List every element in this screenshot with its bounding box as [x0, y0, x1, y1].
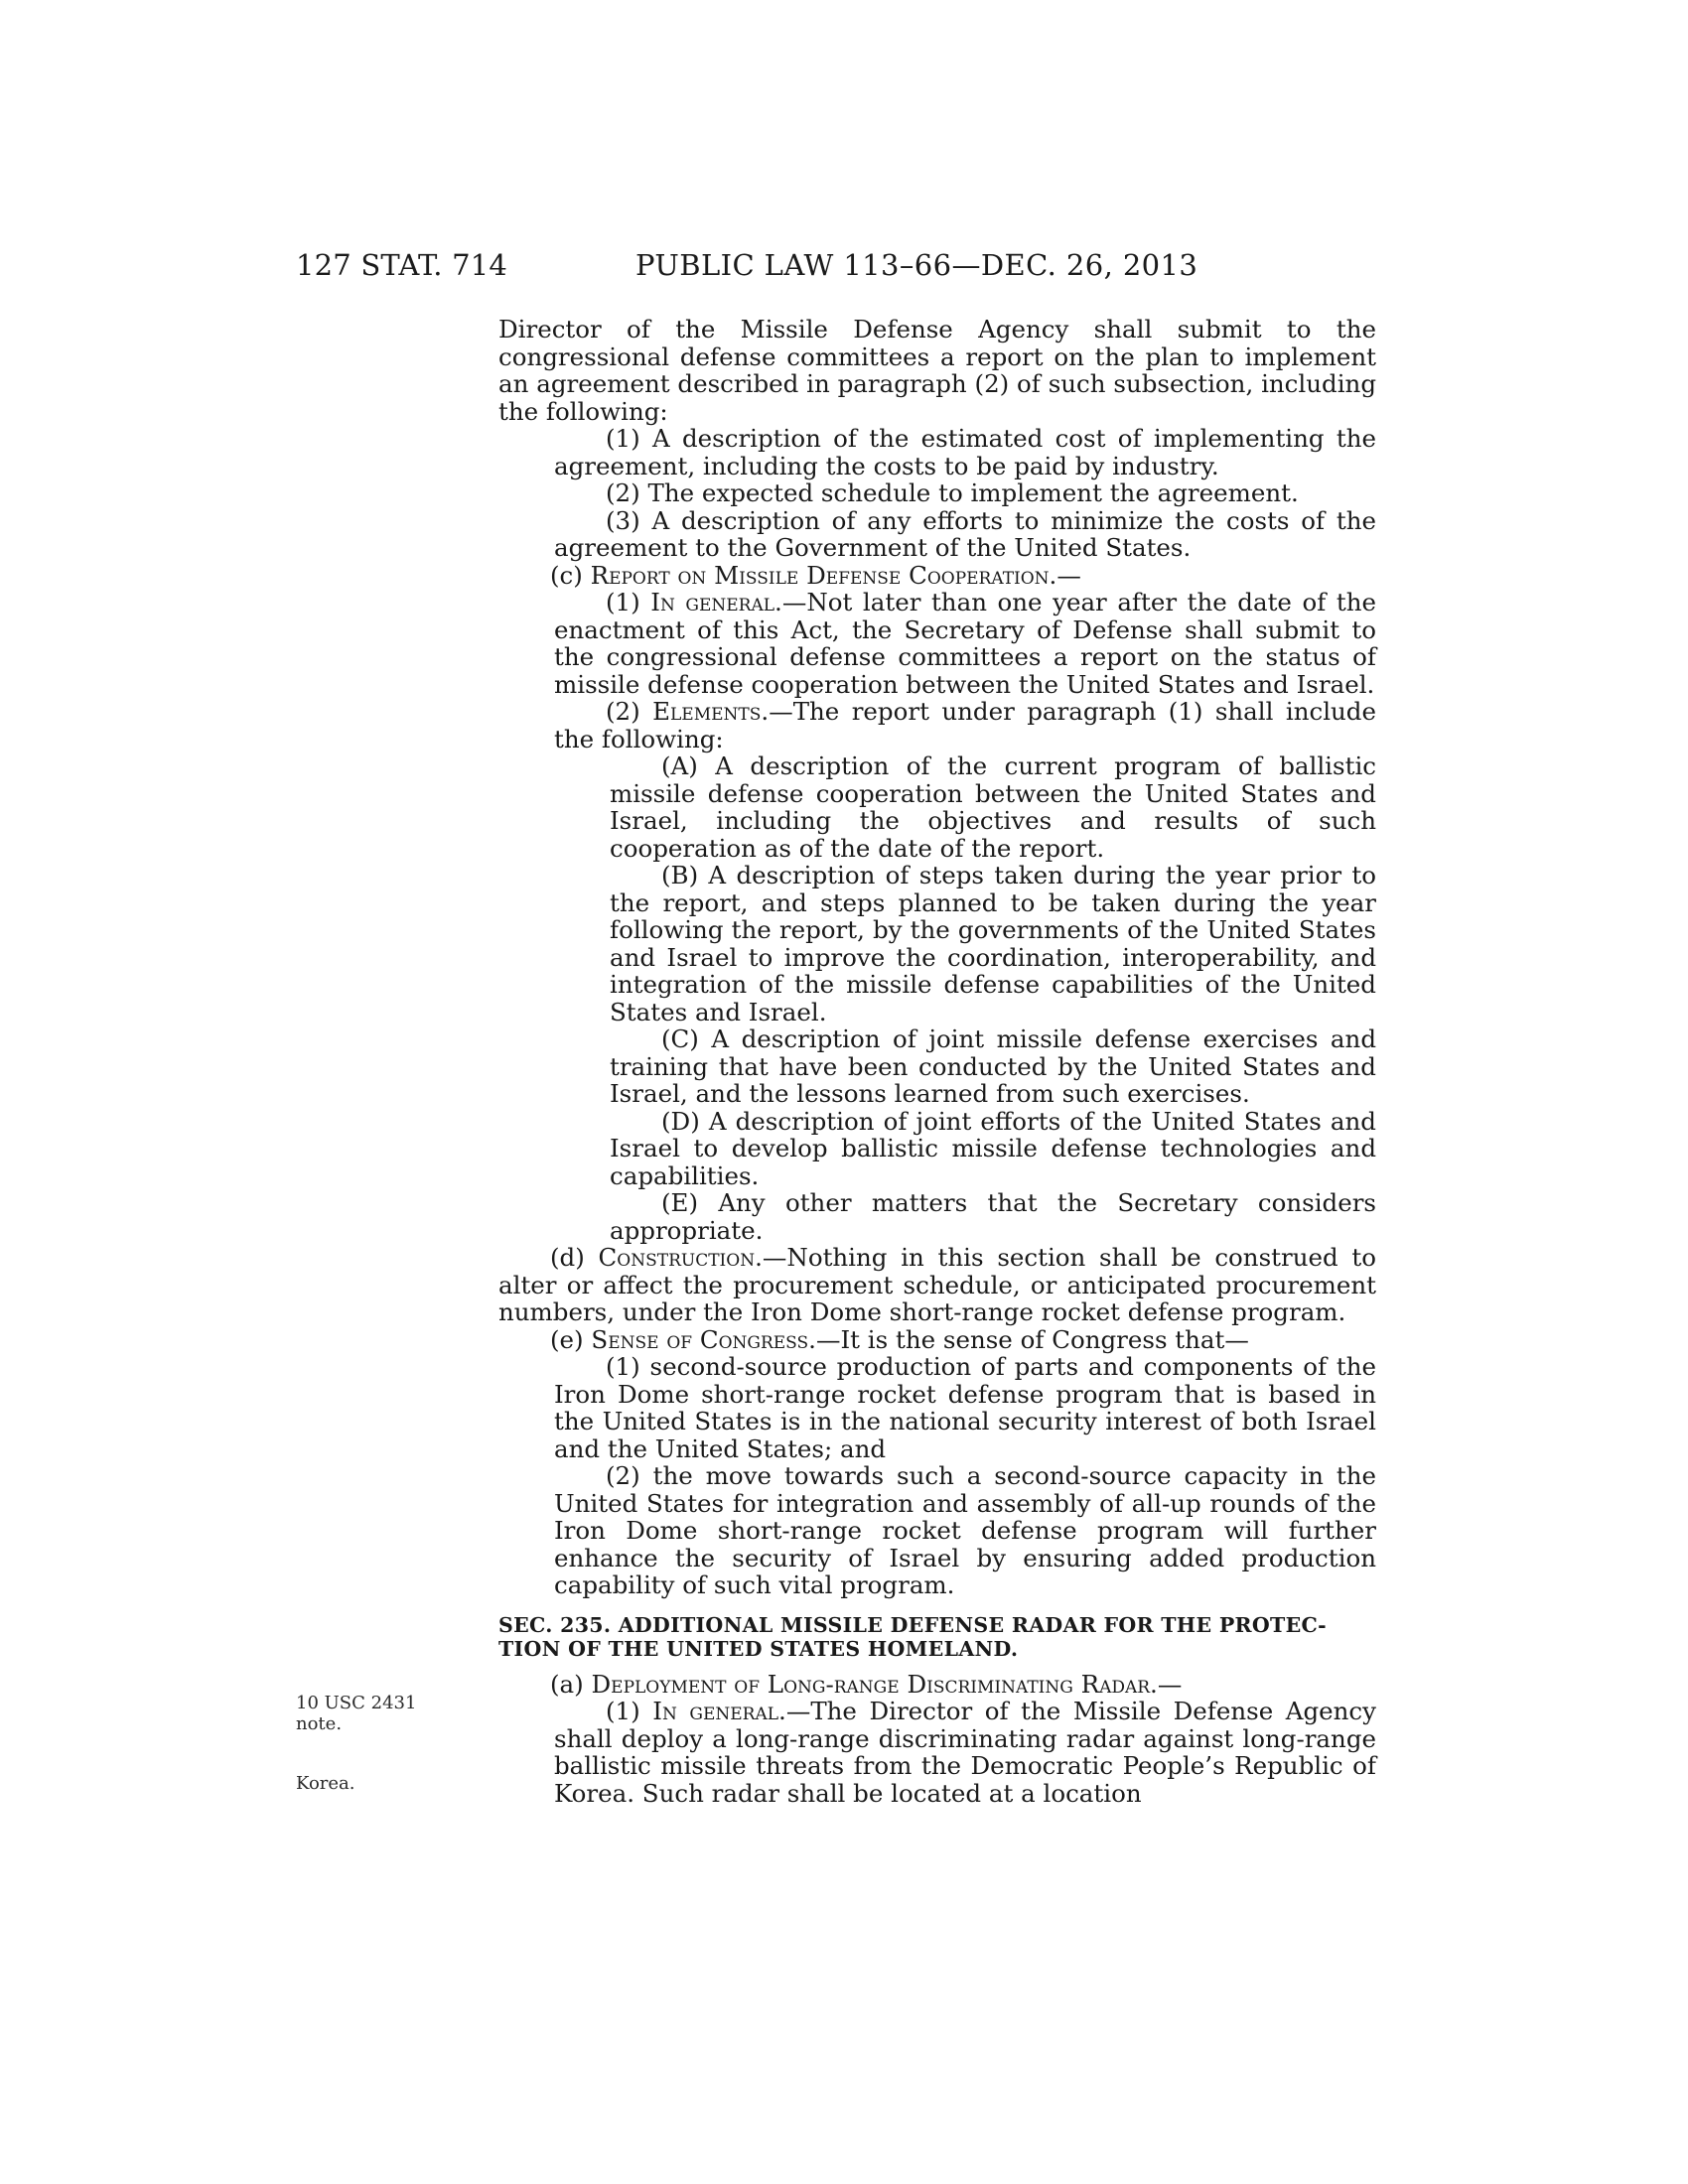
subsection-c: [498, 562, 1376, 590]
margin-note-usc: [296, 1693, 416, 1734]
subsection-e-label: (e): [550, 1324, 592, 1354]
paragraph-a1-label: (1): [606, 1697, 653, 1725]
statute-body: [498, 316, 1376, 1807]
running-head-title: PUBLIC LAW 113–66—DEC. 26, 2013: [635, 248, 1198, 282]
intro-paragraph: Director of the Missile Defense Agency shall submit to the congressional defense committees a report on the plan to implement an agreement described in paragraph (2) of such subsection, including the following:: [498, 315, 1376, 426]
paragraph-a1-heading: In general.: [652, 1697, 786, 1725]
item-b3: (3) A description of any efforts to minimize the costs of the agreement to the Government of the United States.: [554, 505, 1376, 562]
subsection-c-heading: Report on Missile Defense Cooperation.—: [590, 560, 1081, 590]
page-header: [0, 248, 1688, 288]
section-heading: [498, 1613, 1376, 1661]
subparagraph-d: (D) A description of joint efforts of the United States and Israel to develop ballistic missile defense technologies and capabilities.: [610, 1106, 1376, 1190]
subsection-a-label: (a): [550, 1669, 592, 1699]
paragraph-c1-heading: In general.: [650, 588, 782, 616]
paragraph-a1: [498, 1698, 1376, 1807]
subparagraph-e: (E) Any other matters that the Secretary considers appropriate.: [610, 1188, 1376, 1245]
subsection-d-label: (d): [550, 1243, 599, 1272]
subparagraph-a: (A) A description of the current program of ballistic missile defense cooperation between the United States and Israel, including the objectives and results of such cooperation as of the date of the report.: [610, 751, 1376, 863]
section-heading-line1: SEC. 235. ADDITIONAL MISSILE DEFENSE RADAR FOR THE PROTEC-: [498, 1612, 1327, 1637]
subsection-a: [498, 1671, 1376, 1699]
paragraph-c2-label: (2): [606, 697, 653, 726]
paragraph-c1-label: (1): [606, 588, 651, 616]
paragraph-e2: (2) the move towards such a second-source capacity in the United States for integration and assembly of all-up rounds of the Iron Dome short-range rocket defense program will further enhance the security of Israel by ensuring added production capability of such vital program.: [554, 1461, 1376, 1599]
subsection-e-heading: Sense of Congress.: [591, 1324, 816, 1354]
paragraph-c2-heading: Elements.: [652, 697, 770, 726]
paragraph-a1-text: —The Director of the Missile Defense Agency shall deploy a long-range discriminating radar against long-range ballistic missile threats from the Democratic People’s Republic of Korea. Such radar shall be located at a location: [554, 1697, 1376, 1808]
section-heading-line2: TION OF THE UNITED STATES HOMELAND.: [498, 1636, 1019, 1661]
subsection-e: [498, 1326, 1376, 1354]
paragraph-c2-text: —The report under paragraph (1) shall include the following:: [554, 697, 1376, 753]
subsection-d: [498, 1244, 1376, 1326]
subsection-d-text: —Nothing in this section shall be construed to alter or affect the procurement schedule, or anticipated procurement numbers, under the Iron Dome short-range rocket defense program.: [498, 1243, 1376, 1326]
subsection-a-heading: Deployment of Long-range Discriminating Radar.—: [591, 1669, 1183, 1699]
paragraph-c1: [498, 589, 1376, 698]
item-b2: (2) The expected schedule to implement the agreement.: [606, 478, 1299, 507]
paragraph-c1-text: —Not later than one year after the date of the enactment of this Act, the Secretary of Defense shall submit to the congressional defense committees a report on the status of missile defense cooperation between the United States and Israel.: [554, 588, 1376, 699]
margin-note-usc-line1: 10 USC 2431: [296, 1693, 417, 1713]
margin-note-usc-line2: note.: [296, 1713, 343, 1734]
statute-page-number: 127 STAT. 714: [296, 248, 508, 282]
paragraph-c2: [498, 698, 1376, 752]
subparagraph-b: (B) A description of steps taken during the year prior to the report, and steps planned to be taken during the year following the report, by the governments of the United States and Israel to improve the coordination, interoperability, and integration of the missile defense capabilities of the United States and Israel.: [610, 861, 1376, 1026]
subsection-d-heading: Construction.: [598, 1243, 763, 1272]
paragraph-e1: (1) second-source production of parts and components of the Iron Dome short-range rocket defense program that is based in the United States is in the national security interest of both Israel and the United States; and: [554, 1352, 1376, 1463]
item-b1: (1) A description of the estimated cost of implementing the agreement, including the costs to be paid by industry.: [554, 424, 1376, 480]
subsection-e-text: —It is the sense of Congress that—: [815, 1324, 1249, 1354]
subparagraph-c: (C) A description of joint missile defense exercises and training that have been conducted by the United States and Israel, and the lessons learned from such exercises.: [610, 1024, 1376, 1108]
subsection-c-label: (c): [550, 560, 591, 590]
margin-note-korea: Korea.: [296, 1773, 355, 1794]
